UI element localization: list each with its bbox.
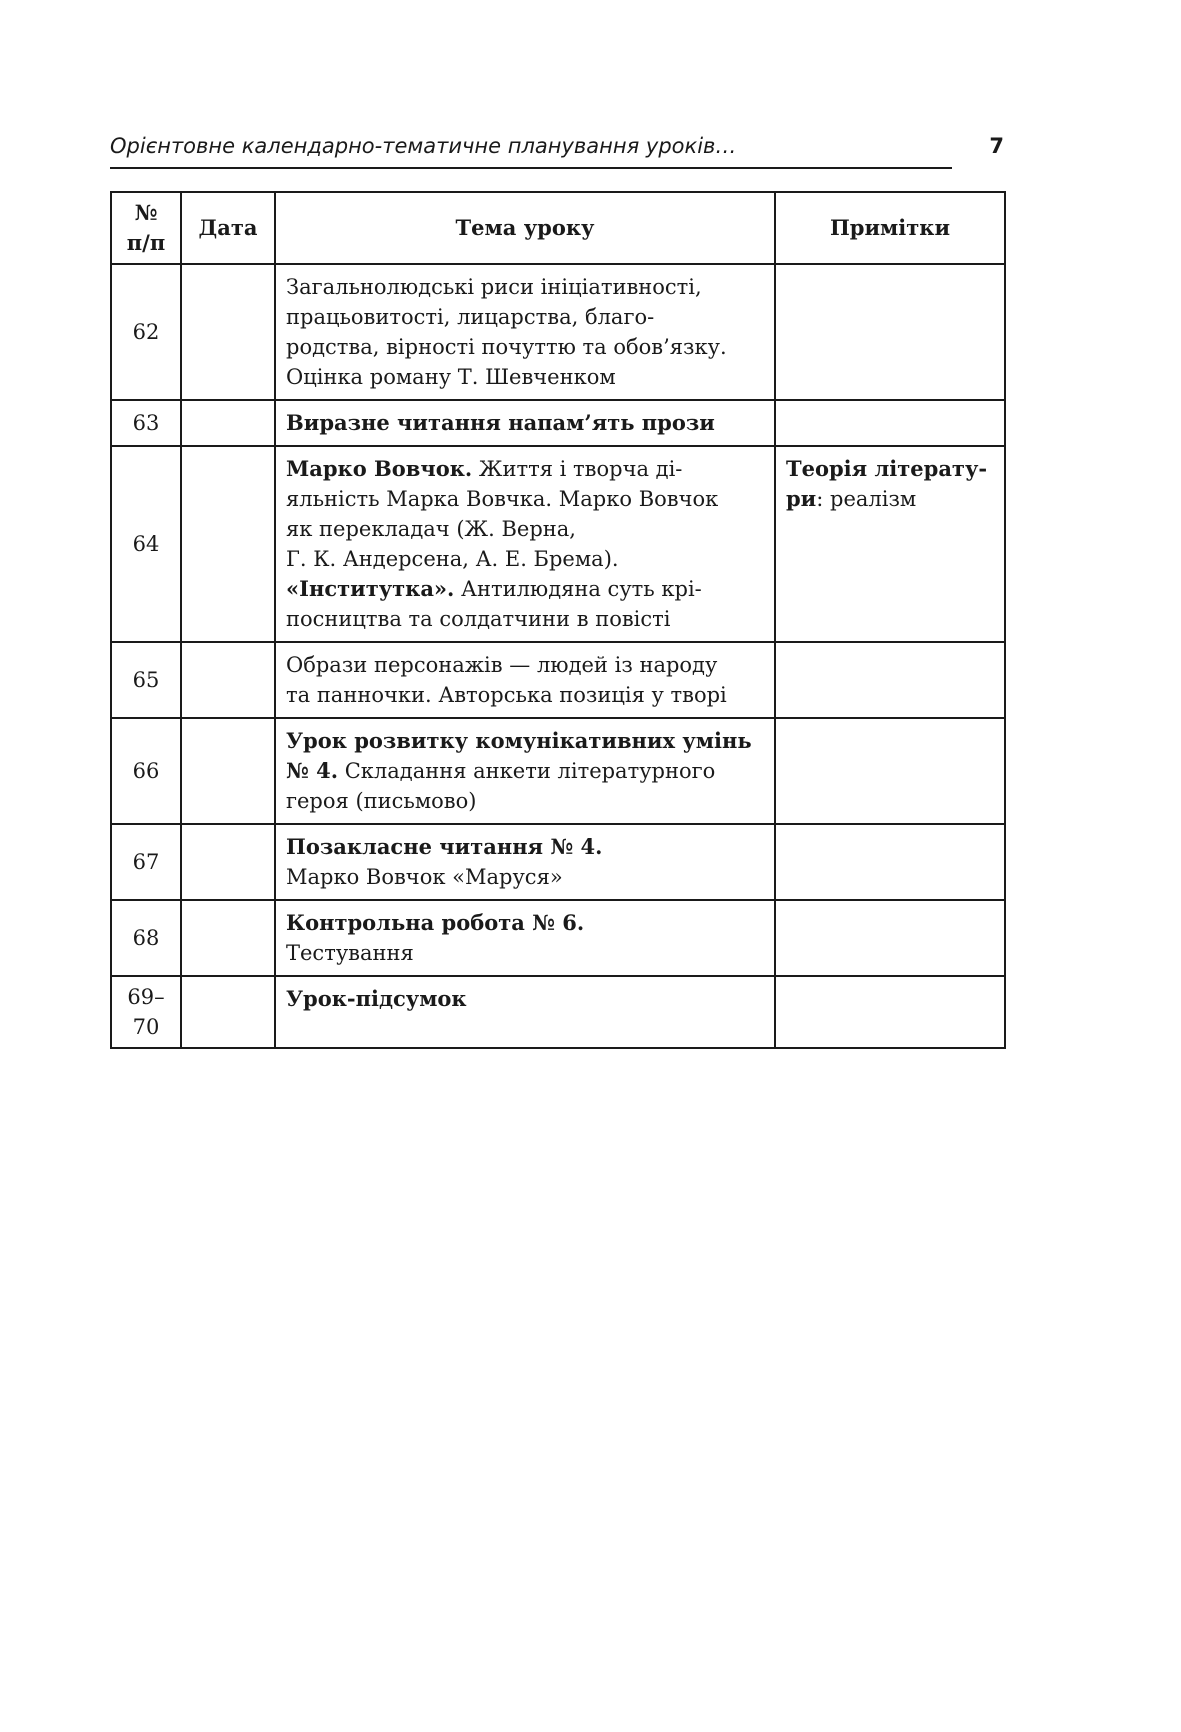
lesson-number: 64 [111,446,181,642]
lesson-number [111,976,181,1048]
topic-line: як перекладач (Ж. Верна, [286,517,576,541]
lesson-number: 65 [111,642,181,718]
topic-line: посництва та солдатчини в повісті [286,607,671,631]
lesson-number: 68 [111,900,181,976]
header-rule [110,167,952,169]
lesson-notes [775,446,1005,642]
table-row [111,718,1005,824]
topic-line: родства, вірності почуттю та обов’язку. [286,335,727,359]
lesson-number-line: 70 [132,1015,160,1039]
lesson-notes [775,264,1005,400]
topic-line: Тестування [286,941,414,965]
lesson-number: 66 [111,718,181,824]
topic-line: Урок розвитку комунікативних умінь [286,728,752,753]
topic-line: Контрольна робота № 6. [286,910,585,935]
lesson-topic [275,264,775,400]
author-name: Марко Вовчок. [286,456,473,481]
topic-line: Г. К. Андерсена, А. Е. Брема). [286,547,619,571]
page-number: 7 [989,134,1004,158]
lesson-date [181,264,275,400]
lesson-number: 62 [111,264,181,400]
lesson-topic [275,718,775,824]
topic-line: Позакласне читання № 4. [286,834,603,859]
topic-line: яльність Марка Вовчка. Марко Вовчок [286,487,719,511]
topic-line: героя (письмово) [286,789,477,813]
lesson-topic [275,400,775,446]
work-title: «Інститутка». [286,576,455,601]
lesson-notes [775,718,1005,824]
lesson-number: 67 [111,824,181,900]
topic-line: Марко Вовчок «Маруся» [286,865,563,889]
notes-line: Теорія літерату- [786,456,988,481]
topic-text: Антилюдяна суть крі- [454,577,702,601]
lesson-date [181,642,275,718]
notes-line [786,484,994,514]
topic-line: Образи персонажів — людей із народу [286,653,718,677]
table-row [111,446,1005,642]
table-row [111,642,1005,718]
topic-line [286,574,764,604]
header-row [111,192,1005,264]
lesson-date [181,400,275,446]
topic-line: працьовитості, лицарства, благо- [286,305,655,329]
lesson-topic [275,976,775,1048]
lesson-topic [275,900,775,976]
table-row [111,900,1005,976]
running-title: Орієнтовне календарно-тематичне планування уроків… [110,134,737,158]
column-header-notes: Примітки [775,192,1005,264]
lesson-date [181,446,275,642]
lesson-notes [775,900,1005,976]
lesson-topic [275,824,775,900]
table-row [111,400,1005,446]
topic-line: Урок-підсумок [286,986,467,1011]
topic-line: Загальнолюдські риси ініціативності, [286,275,702,299]
topic-line [286,454,764,484]
lesson-notes [775,642,1005,718]
lesson-number: 63 [111,400,181,446]
lesson-date [181,900,275,976]
notes-text: : реалізм [816,487,917,511]
table-row [111,976,1005,1048]
lesson-notes [775,824,1005,900]
lesson-number-line: 69– [127,985,165,1009]
column-header-topic: Тема уроку [275,192,775,264]
column-header-number-sign: № [134,200,158,225]
topic-text: Життя і творча ді- [472,457,683,481]
table-row [111,264,1005,400]
lesson-date [181,718,275,824]
topic-bold: № 4. [286,758,339,783]
topic-text: Складання анкети літературного [338,759,716,783]
topic-line: Оцінка роману Т. Шевченком [286,365,616,389]
lesson-topic [275,446,775,642]
column-header-number [111,192,181,264]
lesson-notes [775,976,1005,1048]
table-row [111,824,1005,900]
lesson-topic [275,642,775,718]
lesson-plan-table [110,191,1006,1049]
column-header-date: Дата [181,192,275,264]
topic-line: та панночки. Авторська позиція у творі [286,683,727,707]
column-header-number-abbr: п/п [126,230,166,255]
topic-line [286,756,764,786]
lesson-date [181,824,275,900]
lesson-notes [775,400,1005,446]
lesson-date [181,976,275,1048]
topic-line: Виразне читання напам’ять прози [286,410,715,435]
notes-bold: ри [786,486,817,511]
